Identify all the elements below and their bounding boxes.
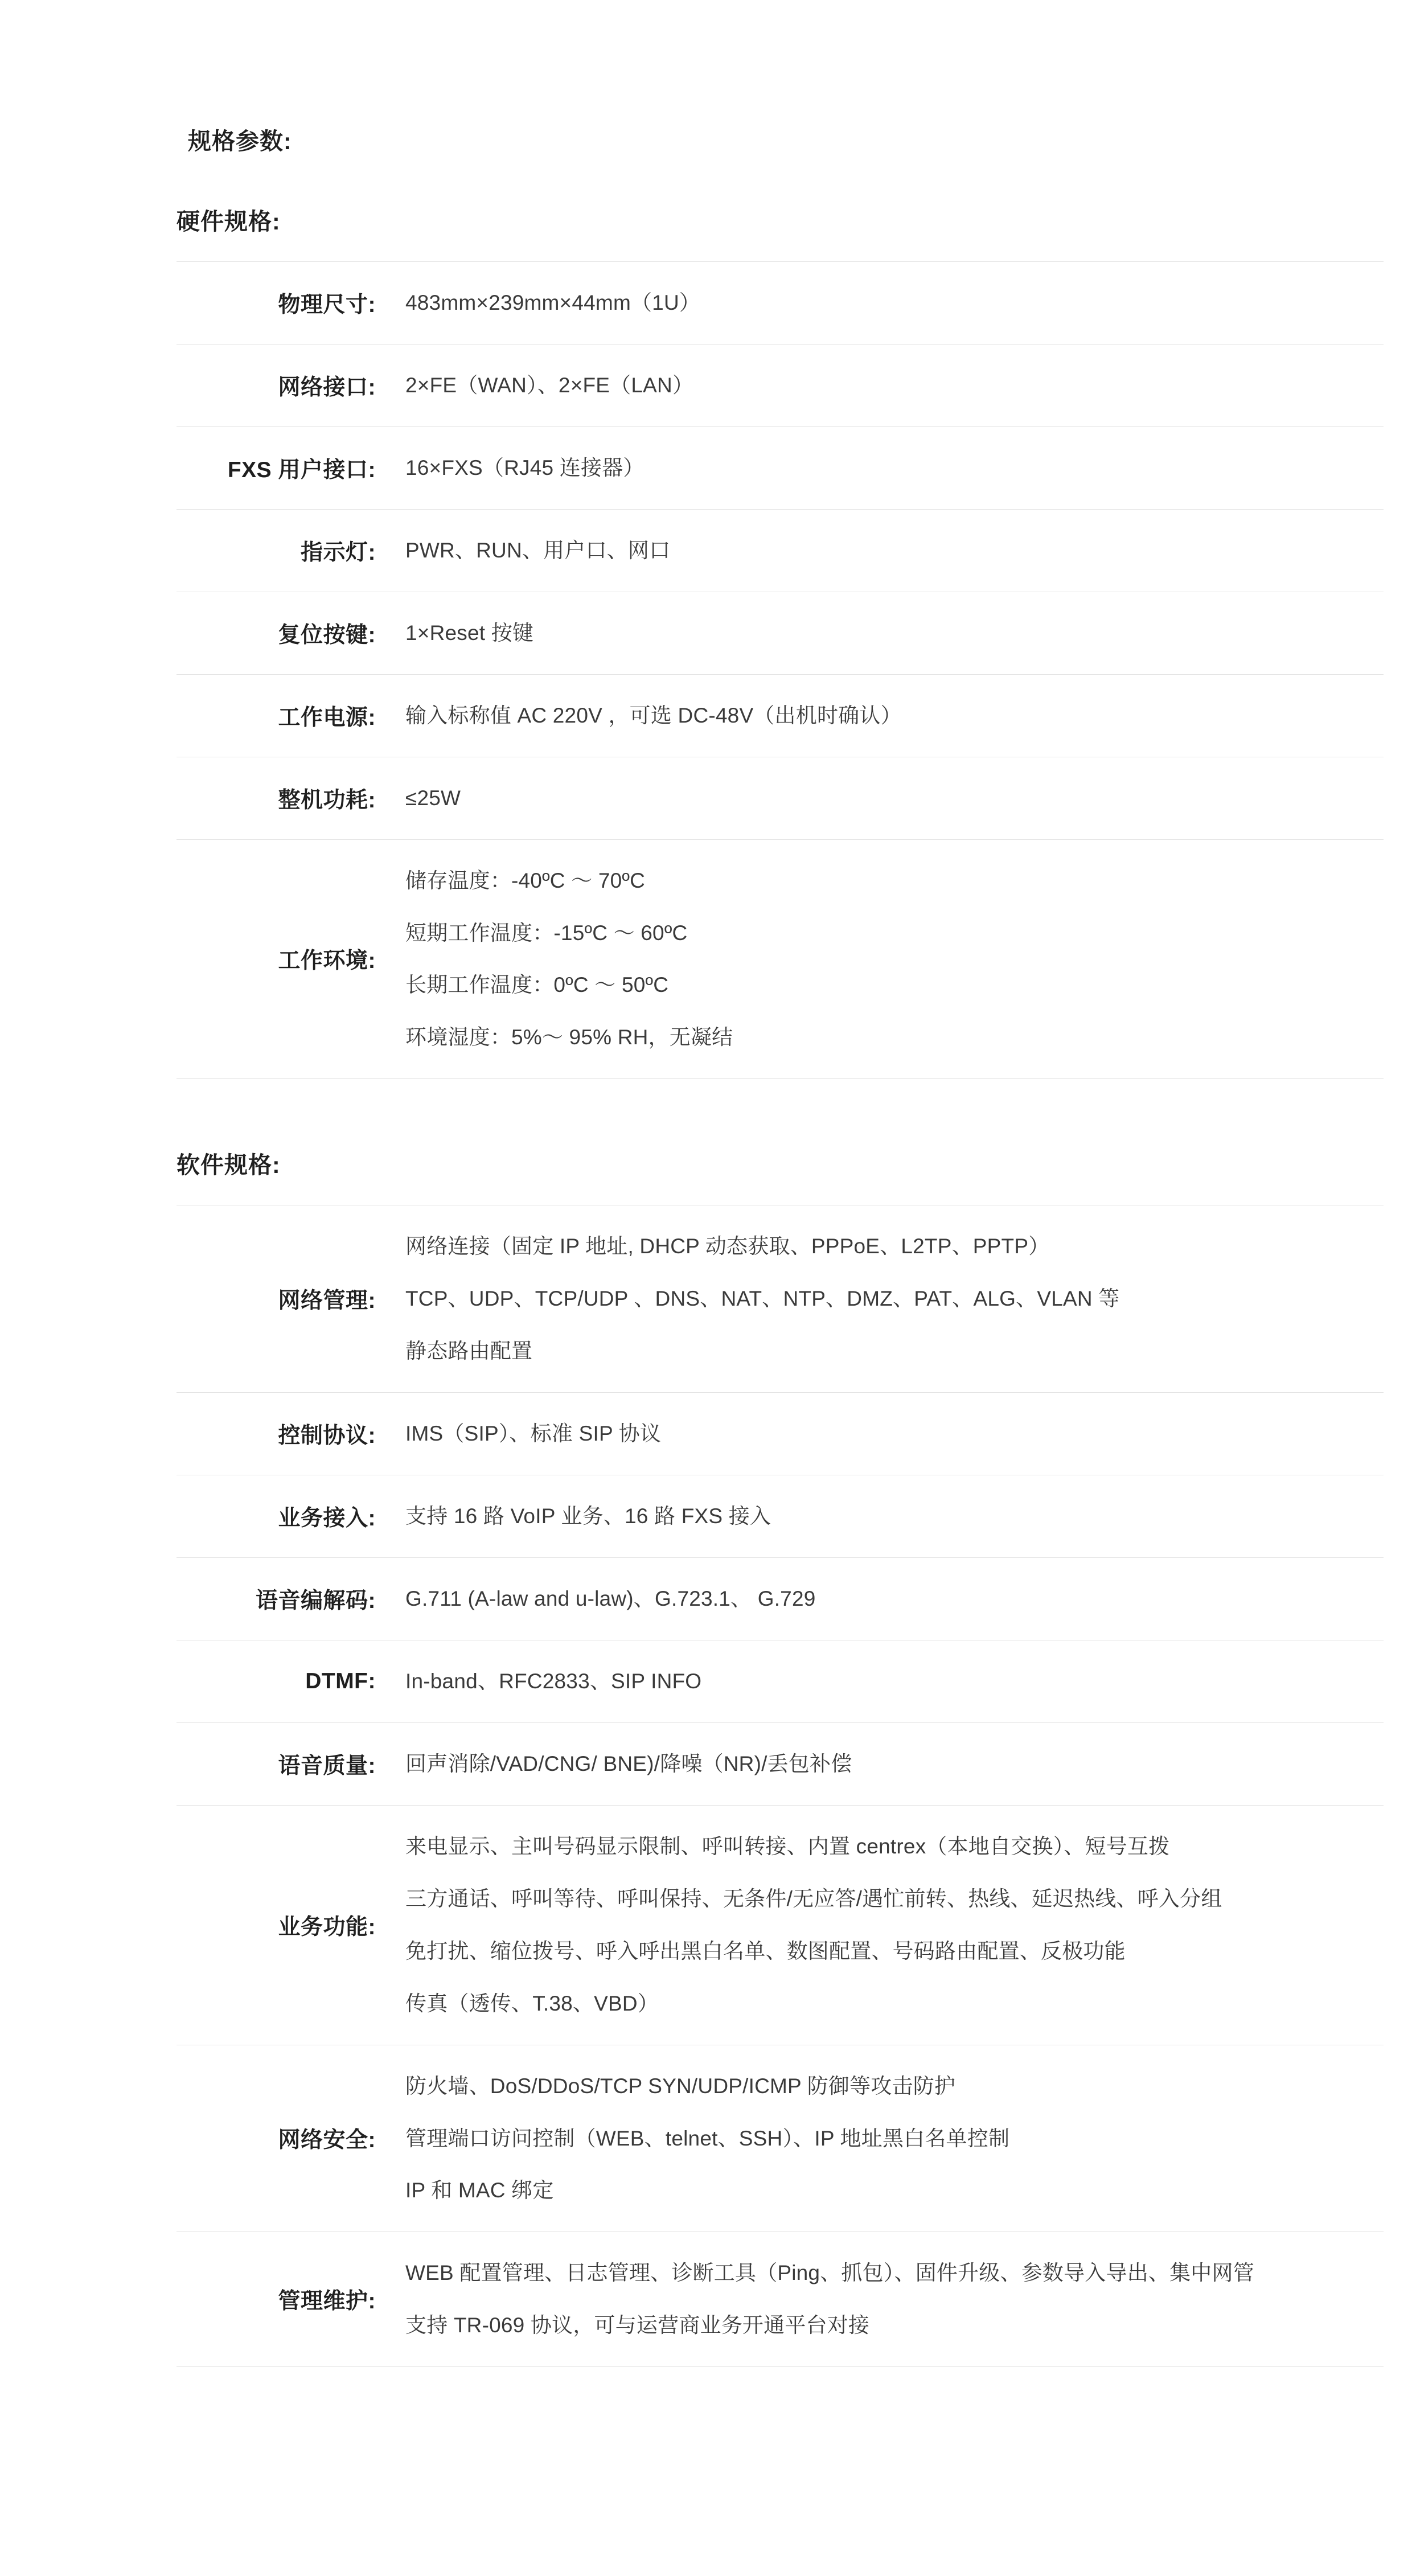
- value-line: 环境湿度：5%～ 95% RH，无凝结: [405, 1026, 733, 1049]
- table-row: [176, 509, 1384, 592]
- value-line: IMS（SIP）、标准 SIP 协议: [405, 1422, 662, 1446]
- row-label: FXS 用户接口:: [227, 457, 376, 482]
- value-line: 储存温度：-40ºC ～ 70ºC: [405, 868, 646, 892]
- row-label: 物理尺寸:: [278, 292, 376, 317]
- value-line: 短期工作温度：-15ºC ～ 60ºC: [405, 921, 688, 945]
- row-value: [392, 1393, 1384, 1475]
- row-label: 控制协议:: [278, 1424, 376, 1449]
- table-row: [176, 1558, 1384, 1640]
- value-line: PWR、RUN、用户口、网口: [405, 538, 671, 562]
- table-row: [176, 344, 1384, 426]
- table-row: [176, 1205, 1384, 1393]
- row-value: [392, 1475, 1384, 1558]
- value-line: 防火墙、DoS/DDoS/TCP SYN/UDP/ICMP 防御等攻击防护: [405, 2074, 956, 2098]
- hardware-spec-table: [176, 261, 1384, 1079]
- value-line: G.711 (A-law and u-law)、G.723.1、 G.729: [405, 1587, 816, 1610]
- row-value: [392, 592, 1384, 674]
- hardware-table-body: [176, 262, 1384, 1079]
- row-value: [392, 2232, 1384, 2367]
- section-spacer: [88, 1079, 1324, 1146]
- document-body: [88, 122, 1324, 2367]
- row-value: [392, 509, 1384, 592]
- row-label: 网络管理:: [278, 1289, 376, 1314]
- row-label: 指示灯:: [301, 540, 376, 565]
- software-section-title: 软件规格:: [176, 1152, 281, 1179]
- value-line: 支持 16 路 VoIP 业务、16 路 FXS 接入: [405, 1504, 771, 1528]
- table-row: [176, 1722, 1384, 1805]
- row-value: [392, 1558, 1384, 1640]
- row-value: [392, 757, 1384, 839]
- value-line: WEB 配置管理、日志管理、诊断工具（Ping、抓包）、固件升级、参数导入导出、集中网管: [405, 2261, 1254, 2285]
- value-line: 免打扰、缩位拨号、呼入呼出黑白名单、数图配置、号码路由配置、反极功能: [405, 1939, 1126, 1963]
- value-line: 长期工作温度：0ºC ～ 50ºC: [405, 973, 669, 997]
- value-line: 输入标称值 AC 220V ，可选 DC-48V（出机时确认）: [405, 703, 902, 727]
- value-line: 三方通话、呼叫等待、呼叫保持、无条件/无应答/遇忙前转、热线、延迟热线、呼入分组: [405, 1886, 1222, 1910]
- row-value: [392, 674, 1384, 757]
- row-label: 语音质量:: [278, 1753, 376, 1778]
- table-row: [176, 262, 1384, 344]
- table-row: [176, 1475, 1384, 1558]
- software-spec-table: [176, 1205, 1384, 2367]
- value-line: 支持 TR-069 协议，可与运营商业务开通平台对接: [405, 2314, 870, 2337]
- row-value: [392, 1640, 1384, 1722]
- value-line: TCP、UDP、TCP/UDP 、DNS、NAT、NTP、DMZ、PAT、ALG、VLAN 等: [405, 1287, 1120, 1311]
- row-value: [392, 1722, 1384, 1805]
- table-row: [176, 757, 1384, 839]
- row-label: 语音编解码:: [256, 1588, 376, 1613]
- value-line: 16×FXS（RJ45 连接器）: [405, 456, 645, 479]
- value-line: 管理端口访问控制（WEB、telnet、SSH）、IP 地址黑白名单控制: [405, 2126, 1010, 2150]
- table-row: [176, 592, 1384, 674]
- row-value: [392, 1805, 1384, 2045]
- value-line: In-band、RFC2833、SIP INFO: [405, 1669, 702, 1693]
- value-line: 1×Reset 按键: [405, 621, 534, 645]
- table-row: [176, 1393, 1384, 1475]
- row-label: 整机功耗:: [278, 787, 376, 813]
- row-label: 工作电源:: [278, 705, 376, 730]
- row-value: [392, 2045, 1384, 2232]
- row-label: 业务接入:: [278, 1506, 376, 1531]
- hardware-section-title: 硬件规格:: [176, 208, 281, 235]
- row-label: 复位按键:: [278, 622, 376, 647]
- row-label: 网络接口:: [278, 375, 376, 400]
- table-row: [176, 2232, 1384, 2367]
- table-row: [176, 839, 1384, 1079]
- row-value: [392, 262, 1384, 344]
- table-row: [176, 2045, 1384, 2232]
- value-line: ≤25W: [405, 786, 461, 810]
- row-value: [392, 426, 1384, 509]
- table-row: [176, 674, 1384, 757]
- table-row: [176, 1640, 1384, 1722]
- row-label: 业务功能:: [278, 1914, 376, 1939]
- row-value: [392, 344, 1384, 426]
- value-line: 483mm×239mm×44mm（1U）: [405, 291, 701, 314]
- value-line: 2×FE（WAN）、2×FE（LAN）: [405, 373, 694, 397]
- value-line: 来电显示、主叫号码显示限制、呼叫转接、内置 centrex（本地自交换）、短号互拨: [405, 1834, 1170, 1858]
- table-row: [176, 426, 1384, 509]
- page-title: 规格参数:: [188, 128, 292, 154]
- row-value: [392, 1205, 1384, 1393]
- row-label: DTMF:: [305, 1668, 376, 1693]
- value-line: 网络连接（固定 IP 地址, DHCP 动态获取、PPPoE、L2TP、PPTP）: [405, 1234, 1050, 1258]
- row-label: 管理维护:: [278, 2289, 376, 2314]
- value-line: 传真（透传、T.38、VBD）: [405, 1991, 659, 2015]
- value-line: 回声消除/VAD/CNG/ BNE)/降噪（NR)/丢包补偿: [405, 1751, 852, 1775]
- table-row: [176, 1805, 1384, 2045]
- row-label: 工作环境:: [278, 949, 376, 974]
- row-label: 网络安全:: [278, 2128, 376, 2153]
- value-line: 静态路由配置: [405, 1339, 533, 1363]
- value-line: IP 和 MAC 绑定: [405, 2179, 554, 2202]
- row-value: [392, 839, 1384, 1079]
- software-table-body: [176, 1205, 1384, 2367]
